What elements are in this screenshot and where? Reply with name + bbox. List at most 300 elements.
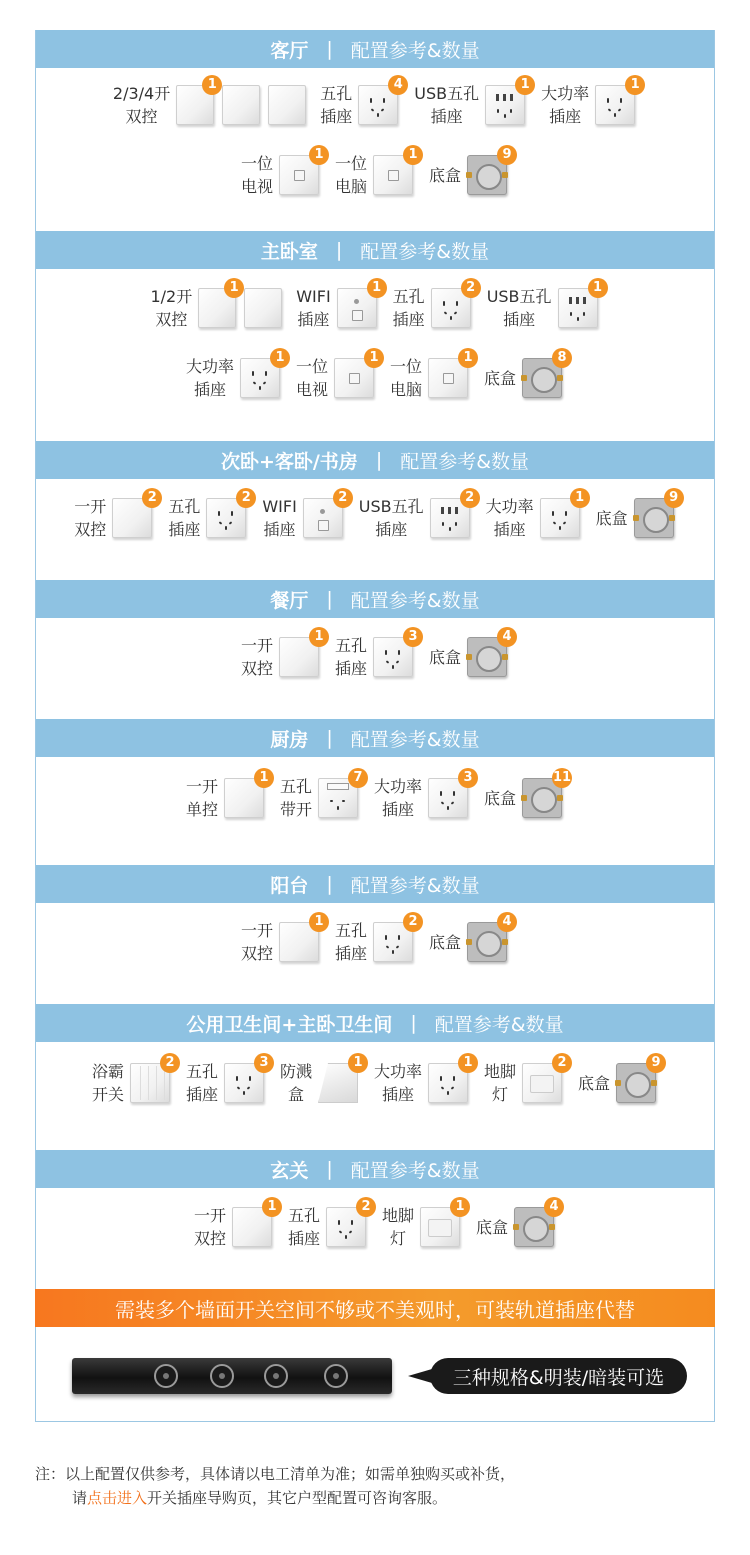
usb-socket-icon (430, 490, 475, 538)
product-item (484, 350, 567, 398)
room-name: 玄关 (270, 1159, 309, 1182)
item-row (36, 1199, 714, 1250)
quantity-badge: 1 (588, 278, 608, 298)
section-body (36, 269, 714, 439)
product-label-line-2: 插座 (168, 520, 201, 539)
product-label (484, 787, 516, 810)
product-item (476, 1199, 559, 1247)
product-item (334, 914, 418, 965)
product-label (429, 164, 461, 187)
product-label-line-2: 双控 (240, 659, 273, 678)
product-label-line-1: 大功率 (185, 357, 234, 376)
back-box-icon (514, 1199, 559, 1247)
quantity-badge: 1 (309, 145, 329, 165)
product-label-line-1: 五孔 (392, 287, 425, 306)
quantity-badge: 2 (460, 488, 480, 508)
quantity-badge: 1 (364, 348, 384, 368)
section-header (36, 719, 714, 757)
product-item (296, 280, 382, 331)
quantity-badge: 1 (270, 348, 290, 368)
product-item (185, 770, 269, 821)
product-label (486, 495, 534, 541)
header-suffix: 配置参考&数量 (350, 39, 480, 62)
product-label-line-1: 五孔 (287, 1206, 320, 1225)
quantity-badge: 9 (497, 145, 517, 165)
product-label-line-2: 盒 (287, 1085, 304, 1104)
section-header (36, 30, 714, 68)
switched-socket-icon (318, 770, 363, 818)
product-label-line-2: 电视 (240, 177, 273, 196)
product-label-line-2: 插座 (320, 107, 353, 126)
item-row (36, 770, 714, 821)
product-label-line-1: 底盒 (429, 647, 462, 667)
product-label (484, 367, 516, 390)
product-label (374, 775, 422, 821)
room-name: 阳台 (270, 874, 309, 897)
quantity-badge: 4 (388, 75, 408, 95)
product-label-line-1: 五孔 (334, 636, 367, 655)
product-label-line-2: 插座 (503, 310, 536, 329)
product-item (240, 147, 324, 198)
room-name: 次卧+客卧/书房 (220, 450, 358, 473)
section-body (36, 68, 714, 230)
footnote-line-2 (35, 1486, 715, 1510)
section-6 (36, 865, 714, 1003)
product-label-line-1: 地脚 (484, 1062, 517, 1081)
product-label (288, 1204, 320, 1250)
switch-3gang-icon (176, 77, 304, 125)
product-label-line-2: 插座 (430, 107, 463, 126)
header-separator: | (375, 449, 383, 471)
high-power-socket-icon (240, 350, 285, 398)
product-label-line-1: 一位 (334, 154, 367, 173)
product-item (484, 1055, 567, 1106)
product-label-line-1: 底盒 (484, 788, 517, 808)
section-body (36, 1188, 714, 1288)
item-row (36, 1055, 714, 1106)
section-7 (36, 1004, 714, 1150)
five-hole-socket-icon (326, 1199, 371, 1247)
item-row (36, 490, 714, 541)
product-item (262, 490, 348, 541)
product-item (374, 770, 473, 821)
five-hole-socket-icon (358, 77, 403, 125)
product-label-line-1: WIFI (296, 287, 331, 306)
header-separator: | (326, 38, 333, 60)
product-label (241, 634, 273, 680)
five-hole-socket-icon (224, 1055, 269, 1103)
high-power-socket-icon (428, 1055, 473, 1103)
quantity-badge: 2 (403, 912, 423, 932)
product-label-line-2: 电脑 (334, 177, 367, 196)
product-label (382, 1204, 414, 1250)
product-item (414, 77, 530, 128)
product-label-line-1: 一开 (74, 497, 107, 516)
product-label (335, 634, 367, 680)
footnote-prefix: 请 (72, 1489, 88, 1507)
item-row (36, 629, 714, 680)
product-label-line-1: 大功率 (541, 84, 590, 103)
switch-1gang-icon (279, 629, 324, 677)
foot-light-icon (522, 1055, 567, 1103)
product-label (359, 495, 424, 541)
item-row (36, 350, 714, 401)
item-row (36, 280, 714, 331)
product-label (320, 82, 352, 128)
product-label (74, 495, 106, 541)
product-item (185, 350, 285, 401)
room-name: 厨房 (270, 728, 309, 751)
quantity-badge: 1 (309, 627, 329, 647)
item-row (36, 77, 714, 128)
section-header (36, 441, 714, 479)
product-label (280, 1060, 312, 1106)
product-item (382, 1199, 465, 1250)
section-body (36, 618, 714, 718)
item-row (36, 147, 714, 198)
product-label (186, 355, 234, 401)
product-label-line-1: 五孔 (185, 1062, 218, 1081)
high-power-socket-icon (540, 490, 585, 538)
product-item (150, 280, 282, 331)
quantity-badge: 2 (461, 278, 481, 298)
quantity-badge: 1 (254, 768, 274, 788)
product-label-line-2: 插座 (382, 1085, 415, 1104)
item-row (36, 914, 714, 965)
tv-socket-icon (334, 350, 379, 398)
section-body (36, 757, 714, 864)
header-separator: | (326, 873, 333, 895)
product-item (541, 77, 640, 128)
header-separator: | (335, 239, 343, 261)
product-label (92, 1060, 124, 1106)
product-item (392, 280, 476, 331)
quantity-badge: 1 (458, 348, 478, 368)
product-label-line-1: 大功率 (374, 777, 423, 796)
quantity-badge: 1 (403, 145, 423, 165)
header-separator: | (326, 727, 333, 749)
product-label-line-1: 底盒 (476, 1217, 509, 1237)
section-header (36, 1004, 714, 1042)
product-label-line-2: 双控 (240, 944, 273, 963)
quantity-badge: 4 (497, 912, 517, 932)
five-hole-socket-icon (431, 280, 476, 328)
product-label-line-1: 底盒 (578, 1073, 611, 1093)
switch-1gang-icon (279, 914, 324, 962)
track-socket-image (72, 1358, 392, 1394)
header-suffix: 配置参考&数量 (350, 728, 480, 751)
product-label-line-2: 灯 (492, 1085, 509, 1104)
product-item (429, 147, 512, 195)
product-label-line-1: 1/2开 (150, 287, 193, 306)
product-item (112, 77, 306, 128)
product-item (320, 77, 403, 128)
product-item (374, 1055, 473, 1106)
product-label-line-2: 双控 (74, 520, 107, 539)
product-item (358, 490, 475, 541)
footnote-suffix: 开关插座导购页，其它户型配置可咨询客服。 (147, 1489, 448, 1507)
product-label-line-1: 地脚 (382, 1206, 415, 1225)
product-label (484, 1060, 516, 1106)
product-label-line-1: WIFI (262, 497, 297, 516)
room-name: 公用卫生间+主卧卫生间 (186, 1013, 393, 1036)
product-label-line-2: 双控 (125, 107, 158, 126)
quantity-badge: 2 (333, 488, 353, 508)
product-item (429, 629, 512, 677)
quantity-badge: 1 (450, 1197, 470, 1217)
product-item (295, 350, 379, 401)
product-item (279, 1055, 363, 1106)
product-label-line-2: 双控 (193, 1229, 226, 1248)
section-1 (36, 30, 714, 230)
product-label (241, 919, 273, 965)
quantity-badge: 3 (403, 627, 423, 647)
product-item (185, 1055, 269, 1106)
product-label (596, 507, 628, 530)
product-label-line-1: 底盒 (484, 368, 517, 388)
five-hole-socket-icon (206, 490, 251, 538)
header-suffix: 配置参考&数量 (360, 240, 490, 263)
back-box-icon (634, 490, 679, 538)
usb-socket-icon (485, 77, 530, 125)
product-item (334, 629, 418, 680)
product-item (240, 629, 324, 680)
quantity-badge: 1 (515, 75, 535, 95)
product-label-line-1: 大功率 (374, 1062, 423, 1081)
product-label-line-2: 电脑 (390, 380, 423, 399)
product-label (393, 285, 425, 331)
rail-socket-icon (324, 1364, 348, 1388)
product-label-line-2: 单控 (185, 800, 218, 819)
product-label-line-2: 插座 (185, 1085, 218, 1104)
room-name: 主卧室 (260, 240, 318, 263)
header-separator: | (410, 1012, 417, 1034)
computer-socket-icon (373, 147, 418, 195)
product-item (595, 490, 679, 538)
product-label (487, 285, 552, 331)
product-label (476, 1216, 508, 1239)
back-box-icon (467, 147, 512, 195)
wifi-socket-icon (337, 280, 382, 328)
product-item (578, 1055, 661, 1103)
product-label-line-1: 防溅 (279, 1062, 312, 1081)
header-suffix: 配置参考&数量 (350, 589, 480, 612)
quantity-badge: 2 (356, 1197, 376, 1217)
switch-1gang-icon (224, 770, 269, 818)
product-label (414, 82, 479, 128)
product-label-line-1: 底盒 (429, 932, 462, 952)
product-label-line-2: 插座 (193, 380, 226, 399)
product-label (335, 919, 367, 965)
product-label-line-1: 一位 (390, 357, 423, 376)
section-8 (36, 1150, 714, 1288)
high-power-socket-icon (428, 770, 473, 818)
product-label-line-2: 插座 (334, 944, 367, 963)
quantity-badge: 1 (262, 1197, 282, 1217)
product-label-line-1: USB五孔 (358, 497, 424, 516)
room-name: 餐厅 (270, 589, 309, 612)
switch-1gang-icon (232, 1199, 277, 1247)
section-4 (36, 580, 714, 718)
quantity-badge: 9 (646, 1053, 666, 1073)
section-5 (36, 719, 714, 864)
product-label-line-2: 插座 (297, 310, 330, 329)
quantity-badge: 2 (552, 1053, 572, 1073)
product-label (113, 82, 170, 128)
product-label-line-2: 灯 (390, 1229, 407, 1248)
product-label (150, 285, 192, 331)
tv-socket-icon (279, 147, 324, 195)
product-label-line-2: 插座 (263, 520, 296, 539)
quantity-badge: 2 (160, 1053, 180, 1073)
high-power-socket-icon (595, 77, 640, 125)
product-item (279, 770, 363, 821)
product-label-line-1: 一开 (240, 921, 273, 940)
back-box-icon (467, 914, 512, 962)
rail-options-callout: 三种规格&明装/暗装可选 (430, 1358, 687, 1394)
product-label-line-1: 底盒 (429, 165, 462, 185)
quantity-badge: 11 (552, 768, 572, 788)
section-header (36, 1150, 714, 1188)
product-label (194, 1204, 226, 1250)
product-item (485, 490, 585, 541)
usb-socket-icon (558, 280, 603, 328)
product-label-line-2: 电视 (295, 380, 328, 399)
product-item (334, 147, 418, 198)
product-label (429, 646, 461, 669)
section-body (36, 1042, 714, 1150)
product-item (193, 1199, 277, 1250)
header-suffix: 配置参考&数量 (434, 1013, 564, 1036)
back-box-icon (522, 350, 567, 398)
section-body (36, 903, 714, 1003)
quantity-badge: 4 (497, 627, 517, 647)
header-separator: | (326, 588, 333, 610)
section-header (36, 865, 714, 903)
product-label-line-2: 插座 (334, 659, 367, 678)
quantity-badge: 1 (570, 488, 590, 508)
quantity-badge: 1 (202, 75, 222, 95)
header-suffix: 配置参考&数量 (350, 1159, 480, 1182)
product-label-line-1: 五孔 (168, 497, 201, 516)
quantity-badge: 7 (348, 768, 368, 788)
product-label-line-2: 插座 (392, 310, 425, 329)
product-label-line-2: 插座 (375, 520, 408, 539)
quantity-badge: 1 (309, 912, 329, 932)
product-label-line-1: 五孔 (320, 84, 353, 103)
product-item (484, 770, 572, 818)
quantity-badge: 3 (458, 768, 478, 788)
product-label-line-1: 一开 (240, 636, 273, 655)
bath-heater-switch-icon (130, 1055, 175, 1103)
product-item (287, 1199, 371, 1250)
product-label-line-2: 双控 (155, 310, 188, 329)
quantity-badge: 2 (236, 488, 256, 508)
product-label-line-1: 一开 (185, 777, 218, 796)
section-3 (36, 441, 714, 579)
wifi-socket-icon (303, 490, 348, 538)
back-box-icon (616, 1055, 661, 1103)
quantity-badge: 9 (664, 488, 684, 508)
header-suffix: 配置参考&数量 (400, 450, 530, 473)
product-label-line-2: 插座 (549, 107, 582, 126)
back-box-icon (467, 629, 512, 677)
switch-2gang-icon (198, 280, 280, 328)
product-item (240, 914, 324, 965)
footnote-line-1: 注：以上配置仅供参考，具体请以电工清单为准；如需单独购买或补货， (35, 1465, 516, 1483)
room-name: 客厅 (270, 39, 309, 62)
quantity-badge: 1 (224, 278, 244, 298)
product-label (578, 1072, 610, 1095)
footnote (35, 1462, 715, 1510)
product-item (74, 490, 157, 541)
product-label (262, 495, 296, 541)
product-label (335, 152, 367, 198)
back-box-icon (522, 770, 572, 818)
product-label (186, 1060, 218, 1106)
product-label (296, 285, 330, 331)
product-label (541, 82, 589, 128)
quantity-badge: 8 (552, 348, 572, 368)
header-separator: | (326, 1158, 333, 1180)
product-label-line-1: 一开 (193, 1206, 226, 1225)
header-suffix: 配置参考&数量 (350, 874, 480, 897)
product-label-line-2: 插座 (287, 1229, 320, 1248)
switch-1gang-icon (112, 490, 157, 538)
product-label-line-1: 大功率 (485, 497, 534, 516)
quantity-badge: 1 (348, 1053, 368, 1073)
five-hole-socket-icon (373, 629, 418, 677)
track-socket-banner: 需装多个墙面开关空间不够或不美观时，可装轨道插座代替 (35, 1289, 715, 1327)
product-label (429, 931, 461, 954)
product-label (186, 775, 218, 821)
product-label-line-1: 浴霸 (91, 1062, 124, 1081)
rail-socket-icon (264, 1364, 288, 1388)
product-label (168, 495, 200, 541)
quantity-badge: 1 (367, 278, 387, 298)
product-label-line-2: 开关 (91, 1085, 124, 1104)
product-label-line-1: 底盒 (595, 508, 628, 528)
splash-box-icon (318, 1055, 363, 1103)
section-header (36, 231, 714, 269)
computer-socket-icon (428, 350, 473, 398)
shopping-guide-link[interactable]: 点击进入 (87, 1489, 148, 1507)
section-header (36, 580, 714, 618)
quantity-badge: 1 (625, 75, 645, 95)
product-label-line-1: 一位 (240, 154, 273, 173)
quantity-badge: 4 (544, 1197, 564, 1217)
product-label (374, 1060, 422, 1106)
section-2 (36, 231, 714, 439)
product-item (486, 280, 603, 331)
quantity-badge: 3 (254, 1053, 274, 1073)
quantity-badge: 2 (142, 488, 162, 508)
product-label-line-2: 插座 (382, 800, 415, 819)
product-label-line-1: USB五孔 (414, 84, 480, 103)
product-label (241, 152, 273, 198)
product-label-line-1: 五孔 (334, 921, 367, 940)
product-label-line-1: 2/3/4开 (112, 84, 171, 103)
product-item (390, 350, 473, 401)
rail-socket-icon (154, 1364, 178, 1388)
product-label (390, 355, 422, 401)
product-label (296, 355, 328, 401)
callout-pointer-icon (408, 1369, 432, 1383)
product-item (429, 914, 512, 962)
product-label (280, 775, 312, 821)
product-item (168, 490, 251, 541)
five-hole-socket-icon (373, 914, 418, 962)
